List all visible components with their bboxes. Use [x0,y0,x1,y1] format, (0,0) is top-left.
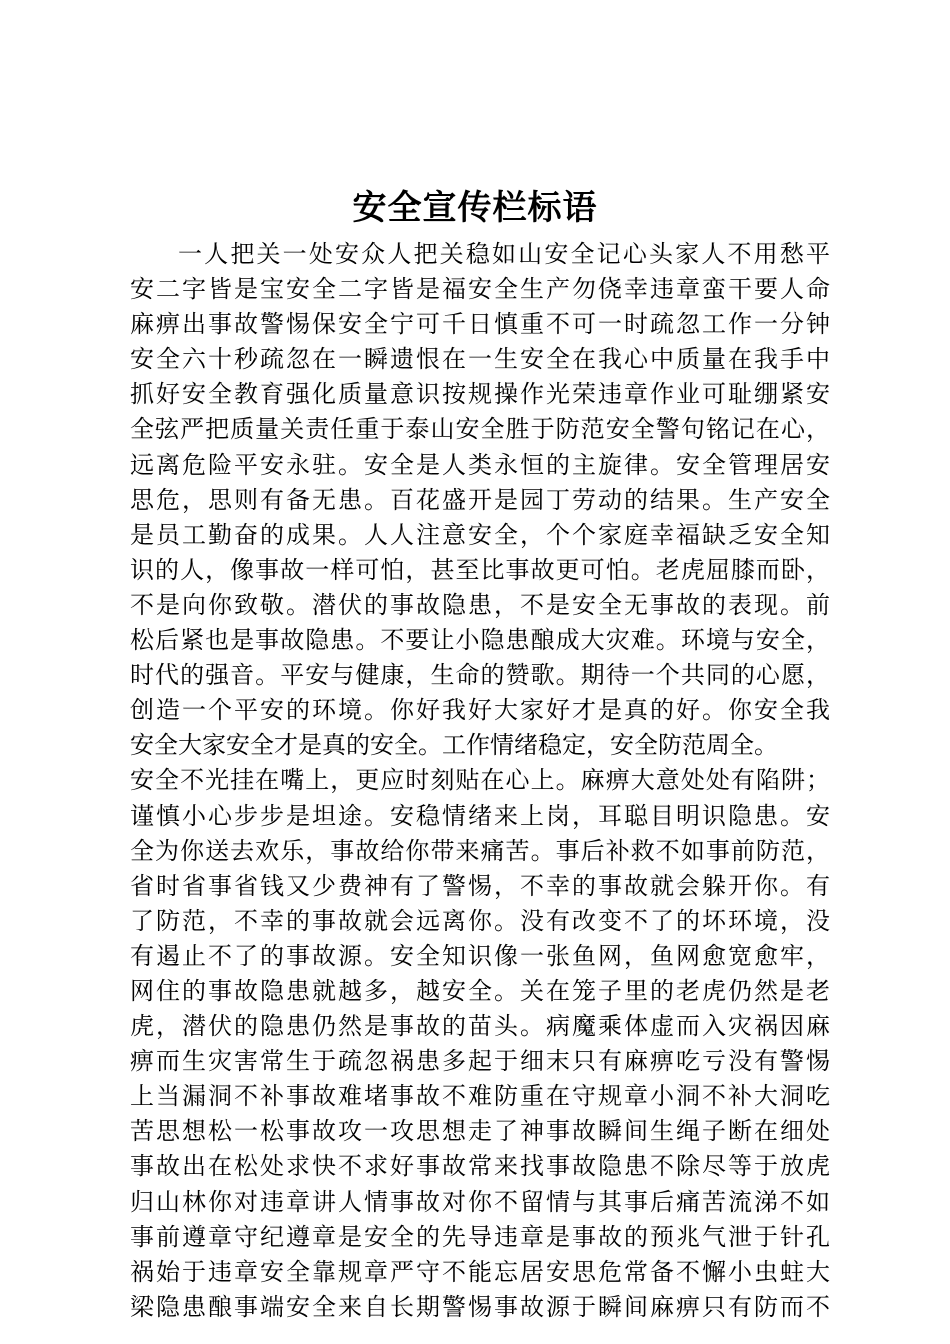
text-line: 事故出在松处求快不求好事故常来找事故隐患不除尽等于放虎 [130,1152,830,1181]
text-line: 安全不光挂在嘴上，更应时刻贴在心上。麻痹大意处处有陷阱； [130,766,830,795]
document-title: 安全宣传栏标语 [352,188,598,228]
text-line: 梁隐患酿事端安全来自长期警惕事故源于瞬间麻痹只有防而不 [130,1292,830,1321]
text-line: 抓好安全教育强化质量意识按规操作光荣违章作业可耻绷紧安 [130,380,830,409]
document-body [130,237,830,1325]
text-line: 祸始于违章安全靠规章严守不能忘居安思危常备不懈小虫蛀大 [130,1257,830,1286]
text-line: 不是向你致敬。潜伏的事故隐患，不是安全无事故的表现。前 [130,590,830,619]
text-line: 安全六十秒疏忽在一瞬遗恨在一生安全在我心中质量在我手中 [130,345,830,374]
text-line: 时代的强音。平安与健康，生命的赞歌。期待一个共同的心愿， [130,661,830,690]
text-line: 归山林你对违章讲人情事故对你不留情与其事后痛苦流涕不如 [130,1187,830,1216]
text-line: 全弦严把质量关责任重于泰山安全胜于防范安全警句铭记在心， [130,415,830,444]
text-line: 事前遵章守纪遵章是安全的先导违章是事故的预兆气泄于针孔 [130,1222,830,1251]
text-line: 有遏止不了的事故源。安全知识像一张鱼网，鱼网愈宽愈牢， [130,941,830,970]
text-line: 痹而生灾害常生于疏忽祸患多起于细末只有麻痹吃亏没有警惕 [130,1047,830,1076]
text-line: 松后紧也是事故隐患。不要让小隐患酿成大灾难。环境与安全， [130,626,830,655]
text-line: 远离危险平安永驻。安全是人类永恒的主旋律。安全管理居安 [130,450,830,479]
text-line: 上当漏洞不补事故难堵事故不难防重在守规章小洞不补大洞吃 [130,1082,830,1111]
text-line: 创造一个平安的环境。你好我好大家好才是真的好。你安全我 [130,696,830,725]
text-line: 思危，思则有备无患。百花盛开是园丁劳动的结果。生产安全 [130,485,830,514]
text-line: 安全大家安全才是真的安全。工作情绪稳定，安全防范周全。 [130,731,778,760]
text-line: 识的人，像事故一样可怕，甚至比事故更可怕。老虎屈膝而卧， [130,555,830,584]
text-line: 了防范，不幸的事故就会远离你。没有改变不了的坏环境，没 [130,906,830,935]
text-line: 网住的事故隐患就越多，越安全。关在笼子里的老虎仍然是老 [130,976,830,1005]
text-line: 安二字皆是宝安全二字皆是福安全生产勿侥幸违章蛮干要人命 [130,275,830,304]
text-line: 省时省事省钱又少费神有了警惕，不幸的事故就会躲开你。有 [130,871,830,900]
text-line: 虎，潜伏的隐患仍然是事故的苗头。病魔乘体虚而入灾祸因麻 [130,1012,830,1041]
text-line: 麻痹出事故警惕保安全宁可千日慎重不可一时疏忽工作一分钟 [130,310,830,339]
text-line: 全为你送去欢乐，事故给你带来痛苦。事后补救不如事前防范， [130,836,830,865]
text-line: 谨慎小心步步是坦途。安稳情绪来上岗，耳聪目明识隐患。安 [130,801,830,830]
text-line: 一人把关一处安众人把关稳如山安全记心头家人不用愁平 [178,240,830,268]
text-line: 是员工勤奋的成果。人人注意安全，个个家庭幸福缺乏安全知 [130,520,830,549]
text-line: 苦思想松一松事故攻一攻思想走了神事故瞬间生绳子断在细处 [130,1117,830,1146]
